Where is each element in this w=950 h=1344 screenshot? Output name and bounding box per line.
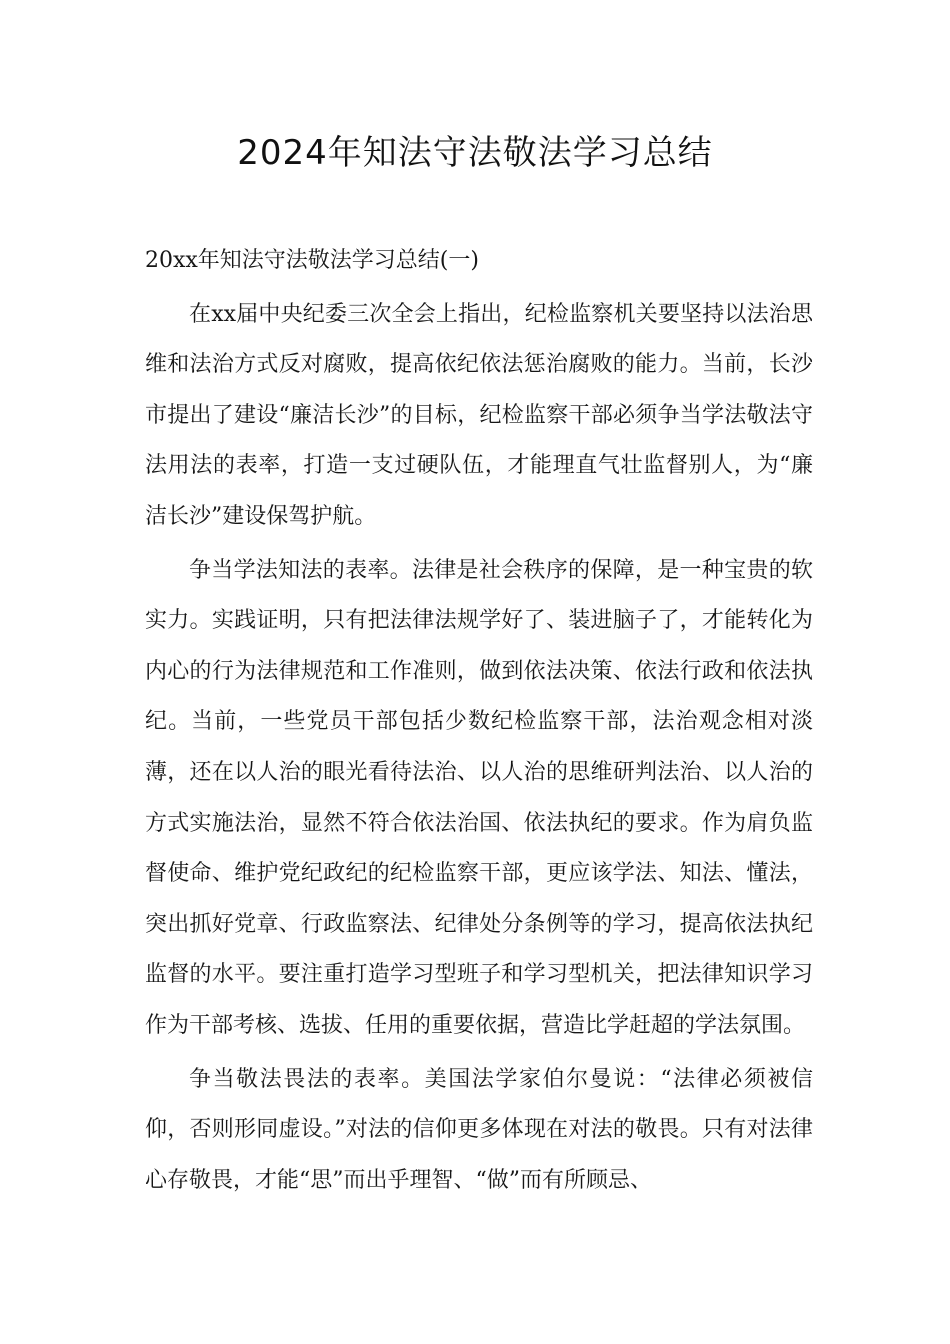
paragraph-1: 在xx届中央纪委三次全会上指出，纪检监察机关要坚持以法治思维和法治方式反对腐败，提高依纪依法惩治腐败的能力。当前，长沙市提出了建设“廉洁长沙”的目标，纪检监察干部必须争当学法敬法守法用法的表率，打造一支过硬队伍，才能理直气壮监督别人，为“廉洁长沙”建设保驾护航。 [145, 301, 813, 529]
paragraph-2: 争当学法知法的表率。法律是社会秩序的保障，是一种宝贵的软实力。实践证明，只有把法律法规学好了、装进脑子了，才能转化为内心的行为法律规范和工作准则，做到依法决策、依法行政和依法执纪。当前，一些党员干部包括少数纪检监察干部，法治观念相对淡薄，还在以人治的眼光看待法治、以人治的思维研判法治、以人治的方式实施法治，显然不符合依法治国、依法执纪的要求。作为肩负监督使命、维护党纪政纪的纪检监察干部，更应该学法、知法、懂法，突出抓好党章、行政监察法、纪律处分条例等的学习，提高依法执纪监督的水平。要注重打造学习型班子和学习型机关，把法律知识学习作为干部考核、选拔、任用的重要依据，营造比学赶超的学法氛围。 [145, 557, 813, 1038]
paragraph-3: 争当敬法畏法的表率。美国法学家伯尔曼说：“法律必须被信仰，否则形同虚设。”对法的信仰更多体现在对法的敬畏。只有对法律心存敬畏，才能“思”而出乎理智、“做”而有所顾忌、 [145, 1066, 813, 1193]
document-body [145, 236, 813, 1209]
section-subtitle: 20xx年知法守法敬法学习总结(一) [145, 248, 479, 273]
document-title: 2024年知法守法敬法学习总结 [237, 133, 713, 173]
